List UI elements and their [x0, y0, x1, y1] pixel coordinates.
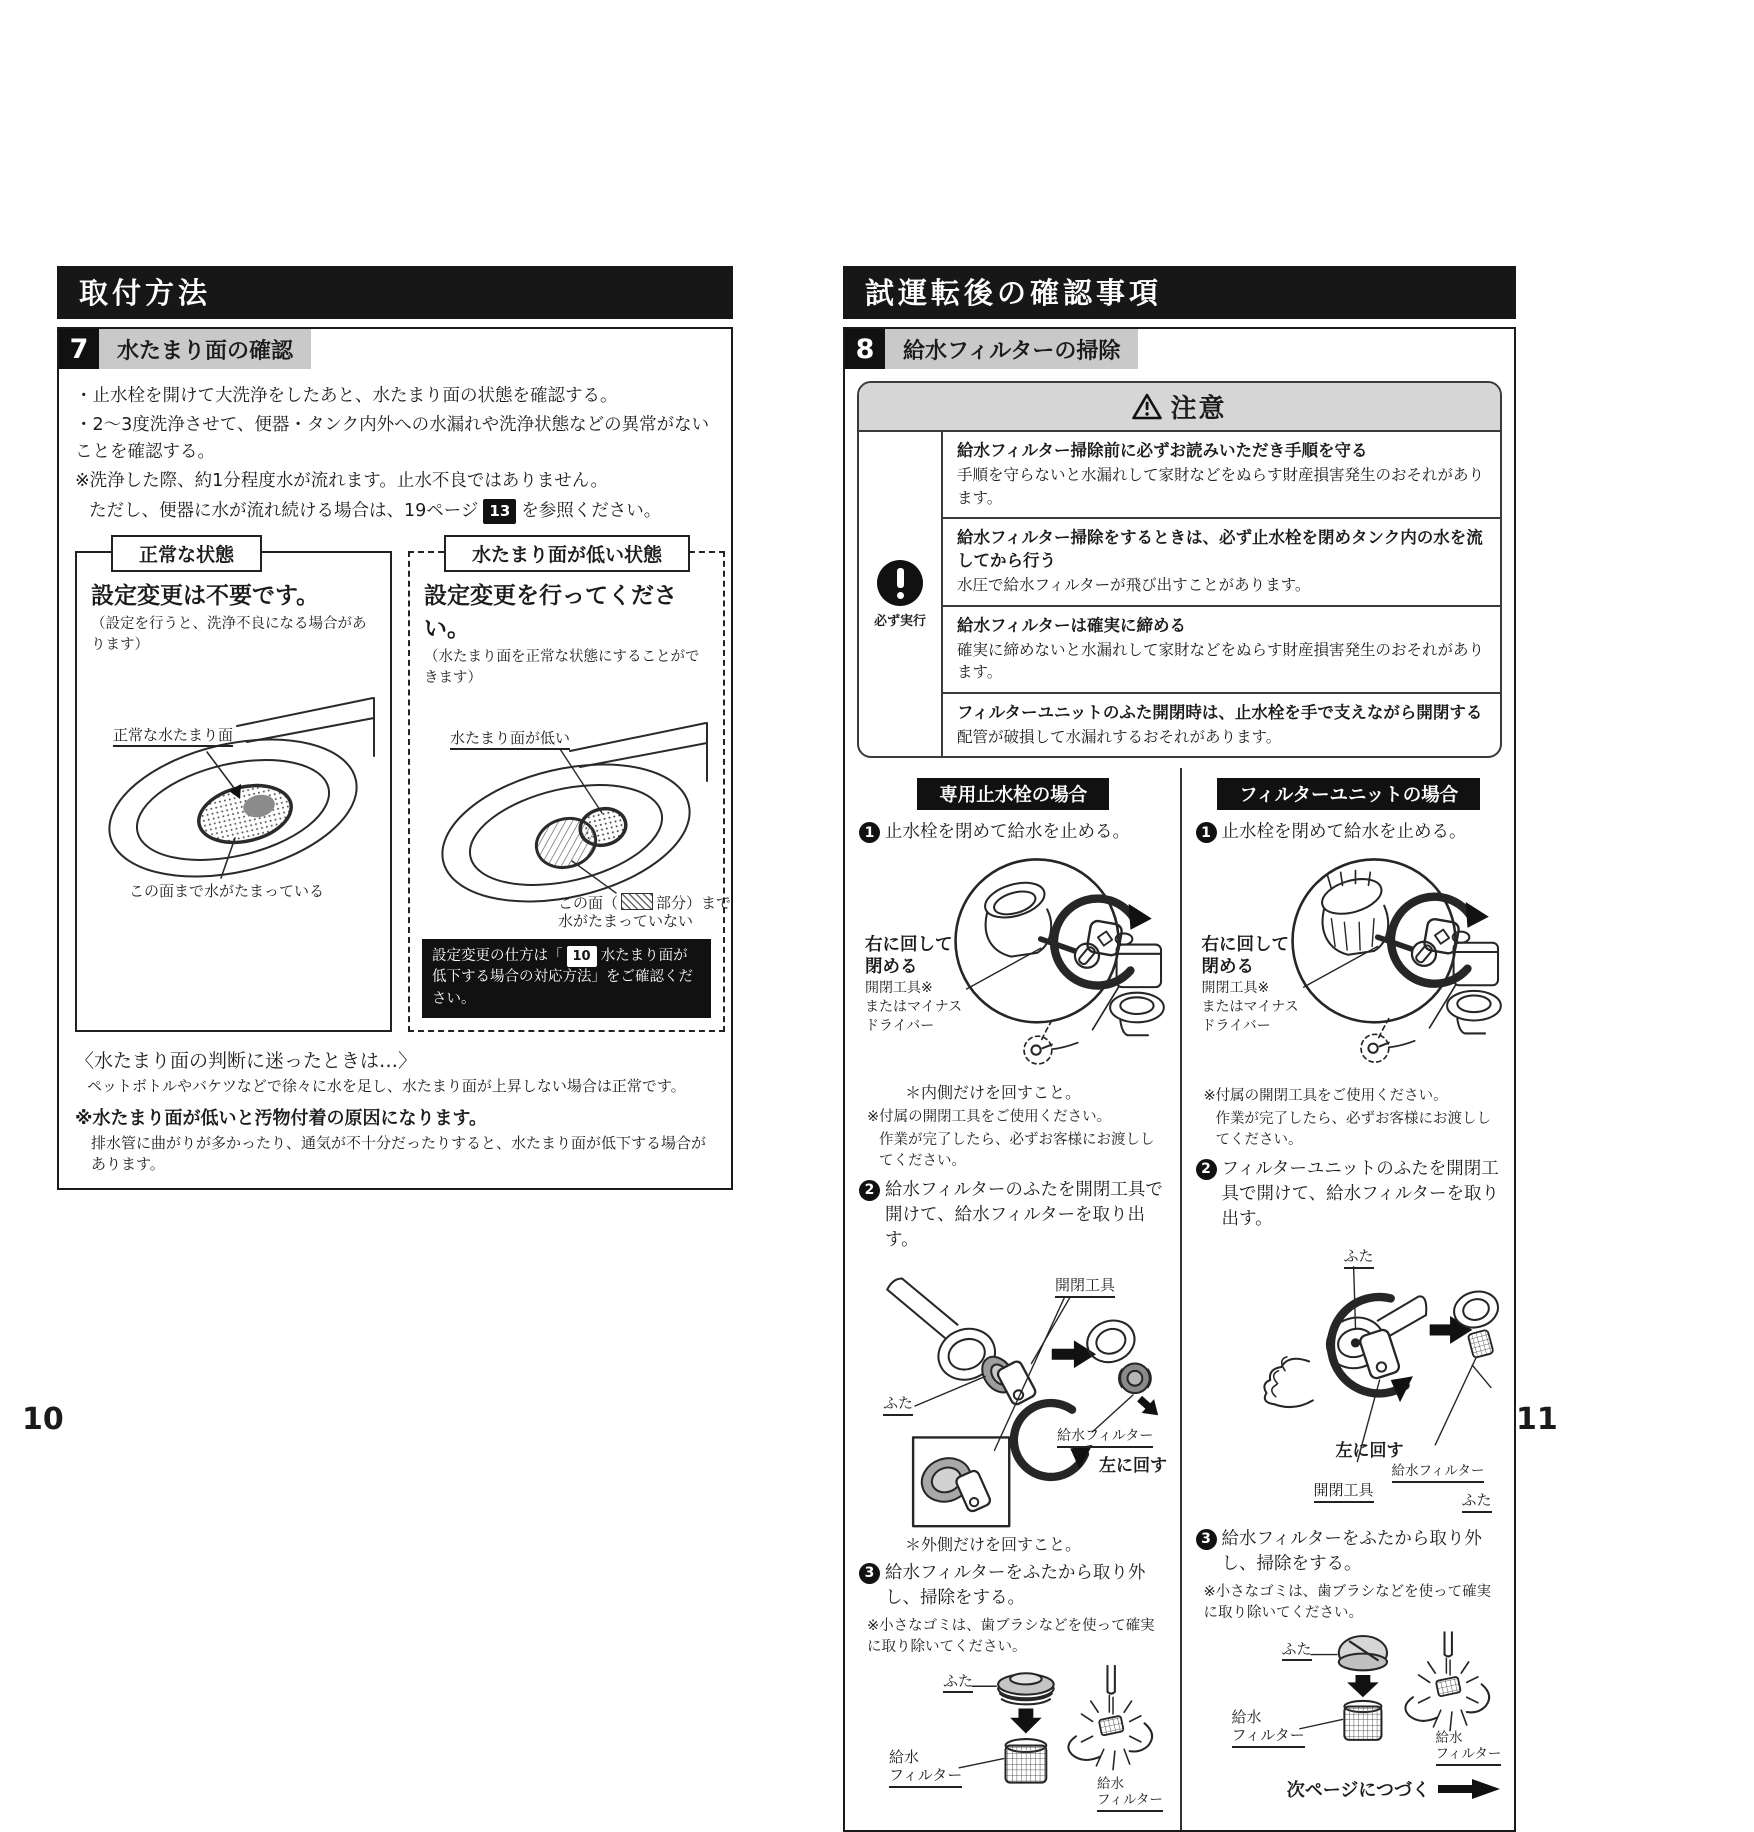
tool-label: 開閉工具: [1055, 1276, 1115, 1298]
step-number-badge: 3: [1196, 1529, 1217, 1550]
low-state-box: [408, 543, 732, 1032]
normal-state-box: [75, 543, 392, 1032]
note-pre: 設定変更の仕方は「: [432, 947, 563, 964]
toilet-top-view-icon: [87, 660, 380, 908]
outer-rotate-note: ＊外側だけを回すこと。: [905, 1534, 1082, 1554]
turn-left-label: 左に回す: [1099, 1455, 1167, 1476]
open-lid-illustration: [1196, 1239, 1503, 1521]
normal-pool-bottom-label: この面まで水がたまっている: [129, 881, 325, 900]
column-filter-unit: [1180, 768, 1515, 1829]
caution-row-head: フィルターユニットのふた開閉時は、止水栓を手で支えながら開閉する: [957, 702, 1483, 722]
low-bottom-post: 部分）まで: [656, 893, 732, 912]
caution-row-head: 給水フィルター掃除前に必ずお読みいただき手順を守る: [957, 441, 1368, 460]
caution-row-body: 手順を守らないと水漏れして家財などをぬらす財産損害発生のおそれがあります。: [957, 466, 1485, 507]
caution-row-body: 水圧で給水フィルターが飛び出すことがあります。: [957, 576, 1311, 595]
bullet-line: ・2～3度洗浄させて、便器・タンク内外への水漏れや洗浄状態などの異常がないことを確認する。: [75, 415, 710, 463]
lid-label: ふた: [943, 1672, 973, 1694]
filter-label-line2: フィルター: [1435, 1746, 1502, 1763]
section-ref-badge: 10: [567, 946, 597, 968]
tool-usage-note2: 作業が完了したら、必ずお客様にお渡ししてください。: [1215, 1110, 1491, 1148]
step-number-badge: 1: [859, 822, 880, 843]
reference-line: [89, 498, 715, 525]
lid-label: ふた: [1282, 1640, 1312, 1662]
normal-pool-label: 正常な水たまり面: [113, 726, 233, 748]
caution-panel: [857, 381, 1502, 758]
lid-label: ふた: [1462, 1491, 1492, 1513]
turn-right-line1: 右に回して: [1201, 934, 1289, 955]
caution-row-body: 配管が破損して水漏れするおそれがあります。: [957, 727, 1282, 746]
caution-header: [859, 383, 1500, 432]
step-2: [859, 1178, 1168, 1254]
step-number-badge: 1: [1196, 822, 1217, 843]
page-number-right: 11: [1516, 1402, 1558, 1437]
section-7-heading: [59, 329, 731, 369]
judgement-line3: 排水管に曲がりが多かったり、通気が不十分だったりすると、水たまり面が低下する場合があります。: [91, 1133, 707, 1173]
step-2: [1196, 1157, 1503, 1233]
judgement-line2: ※水たまり面が低いと汚物付着の原因になります。: [75, 1107, 488, 1129]
turn-left-label: 左に回す: [1335, 1440, 1404, 1461]
page-number-left: 10: [22, 1402, 64, 1437]
section-7-box: [57, 327, 733, 1190]
tool-line3: ドライバー: [865, 1017, 935, 1034]
step-number-badge: 3: [859, 1563, 880, 1584]
judgement-note: [75, 1046, 715, 1174]
caution-row: [943, 519, 1500, 607]
filter-label-2line: [1232, 1708, 1305, 1749]
filter-label: 給水フィルター: [1057, 1428, 1153, 1449]
filter-clean-illustration: [1196, 1630, 1503, 1770]
judgement-title: 〈水たまり面の判断に迷ったときは…〉: [75, 1049, 418, 1072]
caution-title: 注意: [1170, 394, 1227, 424]
step-text: 止水栓を閉めて給水を止める。: [885, 822, 1130, 843]
tool-usage-note1: ※付属の開閉工具をご使用ください。: [867, 1108, 1112, 1125]
low-bottom-line2: 水がたまっていない: [558, 912, 694, 931]
filter-label-line2: フィルター: [889, 1766, 963, 1785]
turn-right-label: [865, 934, 962, 1036]
mandatory-column: [859, 432, 943, 756]
reference-pre: ただし、便器に水が流れ続ける場合は、19ページ: [89, 500, 479, 521]
filter-label: 給水フィルター: [1392, 1463, 1485, 1483]
left-page: [57, 266, 733, 1190]
step-3: [1196, 1527, 1503, 1578]
filter-label-line1: 給水: [1231, 1707, 1262, 1726]
setting-change-note: [422, 939, 711, 1018]
lid-label: ふた: [883, 1394, 913, 1416]
filter-label-line2: フィルター: [1097, 1792, 1163, 1809]
tool-usage-note2: 作業が完了したら、必ずお客様にお渡ししてください。: [879, 1131, 1155, 1169]
section-title: 水たまり面の確認: [99, 329, 311, 369]
turn-right-label: [1202, 934, 1299, 1036]
low-subline: （水たまり面を正常な状態にすることができます）: [424, 648, 700, 686]
continue-row: [1196, 1776, 1503, 1802]
reference-post: を参照ください。: [521, 500, 662, 521]
small-debris-note: ※小さなゴミは、歯ブラシなどを使って確実に取り除いてください。: [1203, 1583, 1492, 1621]
inner-rotate-note: ＊内側だけを回すこと。: [905, 1082, 1082, 1102]
bullet-line: ※洗浄した際、約1分程度水が流れます。止水不良ではありません。: [75, 471, 608, 492]
tool-label: 開閉工具: [1314, 1481, 1374, 1503]
judgement-line1: ペットボトルやバケツなどで徐々に水を足し、水たまり面が上昇しない場合は正常です。: [87, 1076, 686, 1095]
step-number-badge: 2: [859, 1180, 880, 1201]
filter-label-line1: 給水: [1097, 1775, 1124, 1792]
low-pool-bottom-label: [558, 893, 731, 932]
small-debris-note: ※小さなゴミは、歯ブラシなどを使って確実に取り除いてください。: [867, 1617, 1155, 1655]
left-page-header: 取付方法: [57, 266, 733, 319]
tool-usage-note1: ※付属の開閉工具をご使用ください。: [1203, 1087, 1448, 1104]
low-state-tab: 水たまり面が低い状態: [444, 535, 690, 572]
normal-state-tab: 正常な状態: [111, 535, 262, 572]
valve-close-illustration: [859, 852, 1168, 1076]
step-3: [859, 1561, 1168, 1612]
step-text: フィルターユニットのふたを開閉工具で開けて、給水フィルターを取り出す。: [1221, 1158, 1500, 1230]
caution-row-head: 給水フィルターは確実に締める: [957, 615, 1187, 635]
section-number: 8: [845, 329, 885, 369]
normal-headline: 設定変更は不要です。: [91, 582, 320, 609]
turn-right-line2: 閉める: [865, 957, 918, 978]
turn-right-line2: 閉める: [1201, 957, 1254, 978]
step-1: [859, 820, 1168, 845]
step-text: 止水栓を閉めて給水を止める。: [1221, 822, 1467, 843]
note-post: 水たまり面が低下する場合の対応方法」をご確認ください。: [432, 947, 693, 1008]
page-ref-badge: 13: [483, 499, 516, 524]
section-8-box: [843, 327, 1516, 1832]
filter-clean-illustration: [859, 1664, 1168, 1816]
toilet-normal-illustration: [87, 660, 380, 908]
valve-close-illustration: [1196, 852, 1503, 1076]
filter-label-line2: フィルター: [1231, 1726, 1305, 1745]
step-text: 給水フィルターのふたを開閉工具で開けて、給水フィルターを取り出す。: [885, 1179, 1163, 1251]
warning-triangle-icon: [1132, 393, 1162, 420]
caution-row: [943, 432, 1500, 519]
lid-label: ふた: [1344, 1247, 1374, 1269]
hatch-swatch: [621, 893, 653, 910]
filter-label-2line: [1436, 1730, 1502, 1767]
mandatory-caption: 必ず実行: [873, 613, 926, 629]
caution-row: [943, 607, 1500, 694]
tool-line2: またはマイナス: [1201, 999, 1299, 1016]
filter-label-line1: 給水: [889, 1747, 920, 1766]
tool-line1: 開閉工具※: [1201, 980, 1270, 997]
filter-label-2line: [1097, 1776, 1163, 1813]
open-lid-illustration: [859, 1260, 1168, 1528]
bullet-line: ・止水栓を開けて大洗浄をしたあと、水たまり面の状態を確認する。: [75, 386, 618, 406]
filter-label-line1: 給水: [1435, 1729, 1463, 1746]
low-pool-label: 水たまり面が低い: [450, 729, 570, 751]
column-tab: 専用止水栓の場合: [917, 778, 1109, 810]
tool-line2: またはマイナス: [865, 999, 963, 1016]
step-text: 給水フィルターをふたから取り外し、掃除をする。: [885, 1562, 1146, 1609]
mandatory-action-icon: [877, 560, 923, 606]
caution-row: [943, 694, 1500, 757]
right-page: [843, 266, 1516, 1832]
tool-line1: 開閉工具※: [865, 980, 933, 997]
section-number: 7: [59, 329, 99, 369]
continue-arrow-icon: [1438, 1779, 1502, 1799]
caution-row-head: 給水フィルター掃除をするときは、必ず止水栓を閉めタンク内の水を流してから行う: [957, 528, 1483, 571]
normal-subline: （設定を行うと、洗浄不良になる場合があります）: [91, 615, 367, 653]
step-text: 給水フィルターをふたから取り外し、掃除をする。: [1221, 1528, 1482, 1575]
right-page-header: 試運転後の確認事項: [843, 266, 1516, 319]
column-shutoff-valve: [845, 768, 1180, 1829]
section-title: 給水フィルターの掃除: [885, 329, 1138, 369]
low-bottom-pre: この面（: [558, 893, 619, 912]
turn-right-line1: 右に回して: [865, 934, 953, 955]
continue-text: 次ページにつづく: [1286, 1779, 1430, 1801]
section-8-heading: [845, 329, 1514, 369]
toilet-low-illustration: [420, 693, 732, 931]
tool-line3: ドライバー: [1201, 1017, 1271, 1034]
caution-row-body: 確実に締めないと水漏れして家財などをぬらす財産損害発生のおそれがあります。: [957, 640, 1485, 682]
step-number-badge: 2: [1196, 1159, 1217, 1180]
low-headline: 設定変更を行ってください。: [424, 582, 677, 642]
column-tab: フィルターユニットの場合: [1217, 778, 1480, 810]
step-1: [1196, 820, 1503, 845]
